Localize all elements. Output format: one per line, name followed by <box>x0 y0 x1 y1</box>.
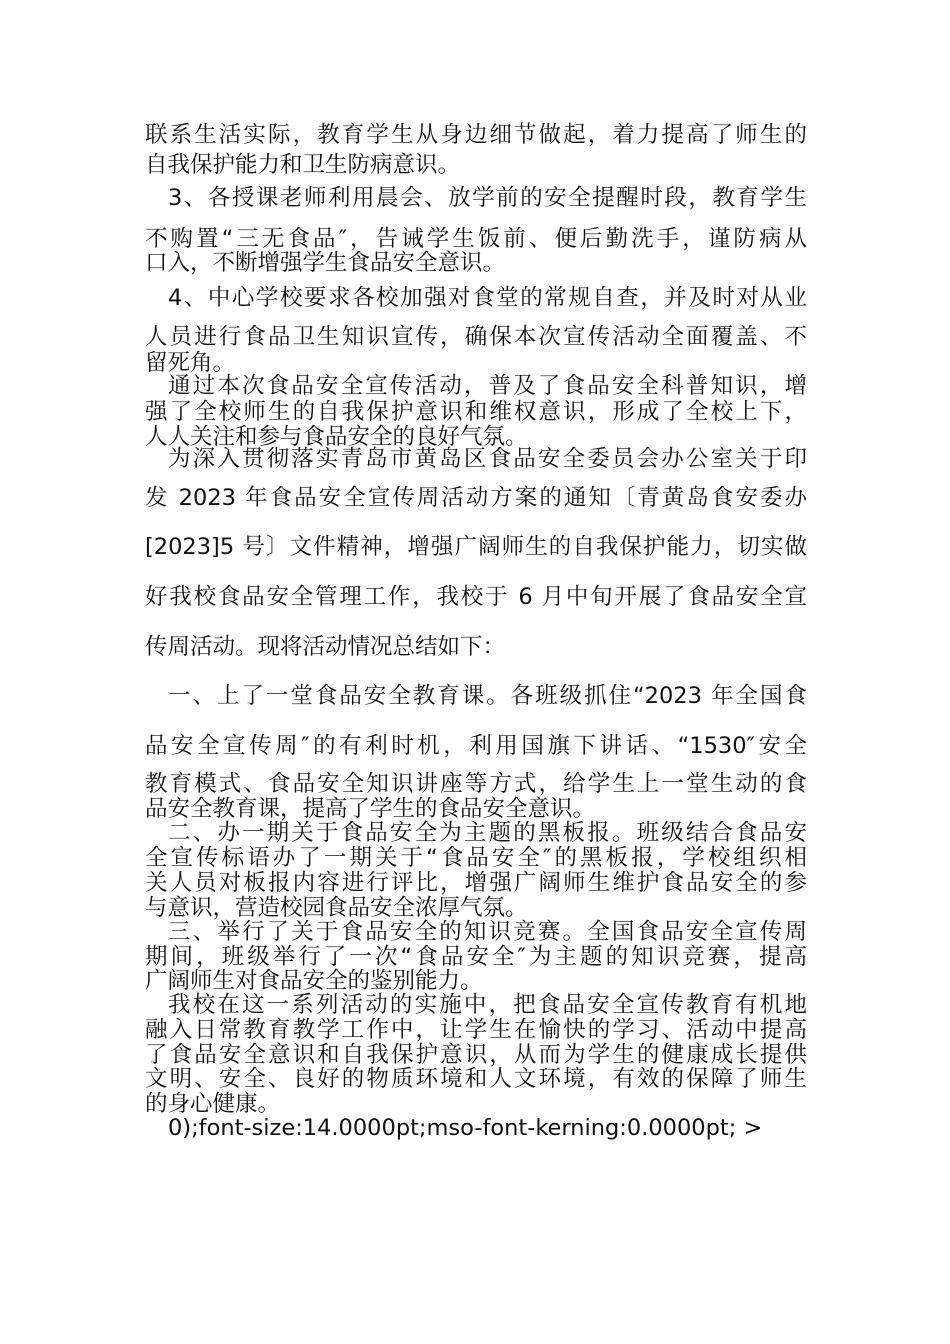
text-line: 留死角。 <box>145 350 236 376</box>
text-line: 广阔师生对食品安全的鉴别能力。 <box>145 968 483 994</box>
text-line: 好我校食品安全管理工作，我校于 6 月中旬开展了食品安全宣 <box>145 584 807 610</box>
text-line: 传周活动。现将活动情况总结如下： <box>145 634 506 660</box>
text-line: 关人员对板报内容进行评比，增强广阔师生维护食品安全的参 <box>145 870 807 896</box>
text-line: 了食品安全意识和自我保护意识，从而为学生的健康成长提供 <box>145 1042 807 1068</box>
text-line: 的身心健康。 <box>145 1091 281 1117</box>
text-line: [2023]5 号〕文件精神，增强广阔师生的自我保护能力，切实做 <box>145 534 807 560</box>
text-line: 通过本次食品安全宣传活动，普及了食品安全科普知识，增 <box>168 373 807 399</box>
text-line: 品安全宣传周″的有利时机，利用国旗下讲话、“1530″安全 <box>145 733 807 759</box>
text-line: 期间，班级举行了一次“食品安全″为主题的知识竞赛，提高 <box>145 944 807 970</box>
text-line: 文明、安全、良好的物质环境和人文环境，有效的保障了师生 <box>145 1066 807 1092</box>
text-line: 联系生活实际，教育学生从身边细节做起，着力提高了师生的 <box>145 122 807 148</box>
text-line: 与意识，营造校园食品安全浓厚气氛。 <box>145 895 528 921</box>
text-line: 我校在这一系列活动的实施中，把食品安全宣传教育有机地 <box>168 992 807 1018</box>
text-line: 二、办一期关于食品安全为主题的黑板报。班级结合食品安 <box>168 820 807 846</box>
text-line: 三、举行了关于食品安全的知识竞赛。全国食品安全宣传周 <box>168 919 807 945</box>
text-line: 为深入贯彻落实青岛市黄岛区食品安全委员会办公室关于印 <box>168 446 807 472</box>
text-line: 全宣传标语办了一期关于“食品安全″的黑板报，学校组织相 <box>145 845 807 871</box>
text-line: 品安全教育课，提高了学生的食品安全意识。 <box>145 796 596 822</box>
text-line: 人人关注和参与食品安全的良好气氛。 <box>145 424 528 450</box>
text-line: 一、上了一堂食品安全教育课。各班级抓住“2023 年全国食 <box>168 683 807 709</box>
text-line: 自我保护能力和卫生防病意识。 <box>145 152 461 178</box>
text-line: 发 2023 年食品安全宣传周活动方案的通知〔青黄岛食安委办 <box>145 485 807 511</box>
text-line: 教育模式、食品安全知识讲座等方式，给学生上一堂生动的食 <box>145 771 807 797</box>
text-line: 3、各授课老师利用晨会、放学前的安全提醒时段，教育学生 <box>168 185 807 211</box>
text-line: 0);font-size:14.0000pt;mso-font-kerning:0.0000pt; > <box>168 1115 763 1141</box>
text-line: 融入日常教育教学工作中，让学生在愉快的学习、活动中提高 <box>145 1017 807 1043</box>
text-line: 不购置“三无食品″，告诫学生饭前、便后勤洗手，谨防病从 <box>145 226 807 252</box>
text-line: 人员进行食品卫生知识宣传，确保本次宣传活动全面覆盖、不 <box>145 324 807 350</box>
text-line: 口入，不断增强学生食品安全意识。 <box>145 250 506 276</box>
text-line: 4、中心学校要求各校加强对食堂的常规自查，并及时对从业 <box>168 285 807 311</box>
text-line: 强了全校师生的自我保护意识和维权意识，形成了全校上下， <box>145 399 807 425</box>
